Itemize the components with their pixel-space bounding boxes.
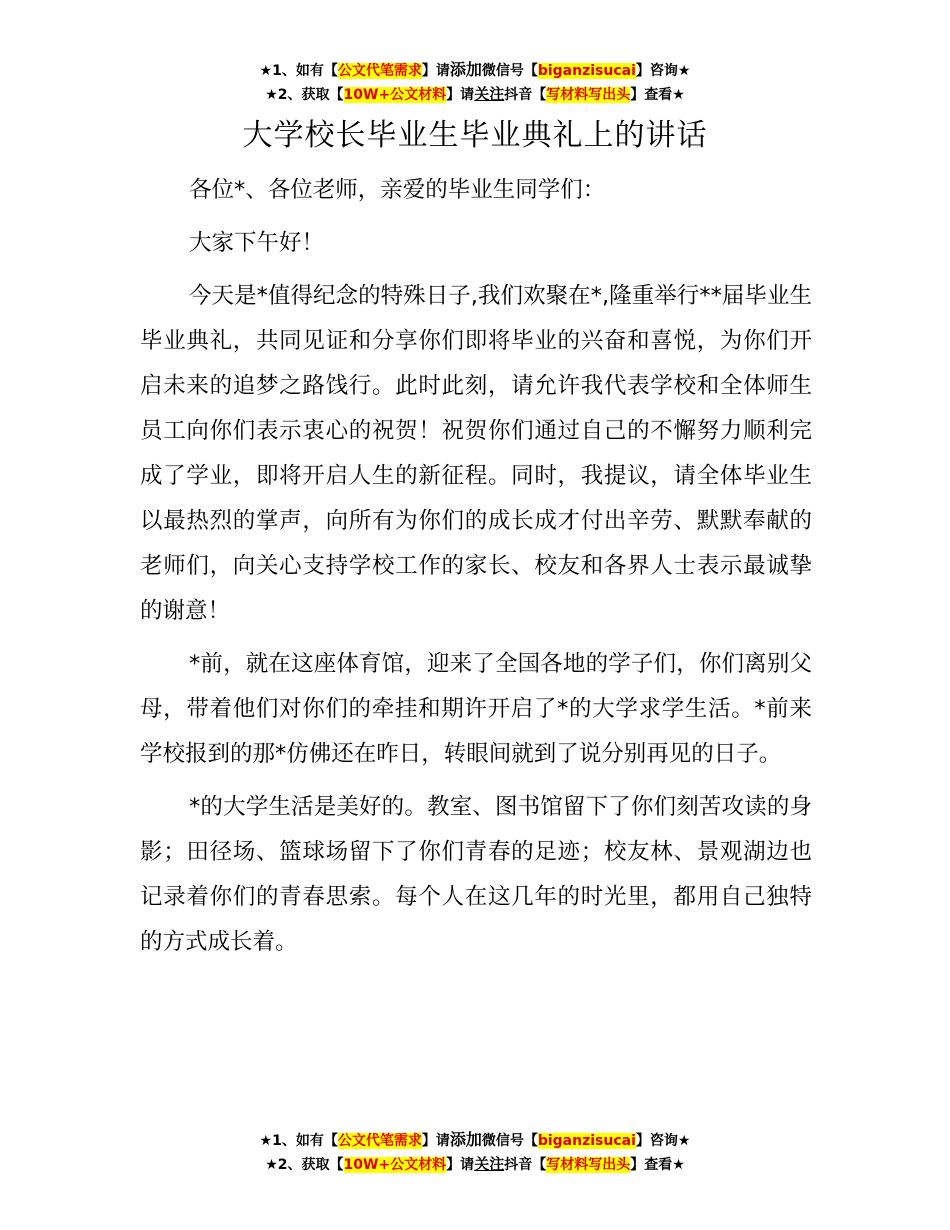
ad-line-1-emphasis: 添加 [449, 60, 482, 79]
ad-line-2-middle-2: 抖音【 [504, 1157, 547, 1173]
ad-line-2-emphasis: 关注 [474, 1155, 505, 1173]
paragraph-opening: 今天是*值得纪念的特殊日子,我们欢聚在*,隆重举行**届毕业生毕业典礼，共同见证和分享你们即将毕业的兴奋和喜悦，为你们开启未来的追梦之路饯行。此时此刻，请允许我代表学校和全体师生员工向你们表示衷心的祝贺！祝贺你们通过自己的不懈努力顺利完成了学业，即将开启人生的新征程。同时，我提议，请全体毕业生以最热烈的掌声，向所有为你们的成长成才付出辛劳、默默奉献的老师们，向关心支持学校工作的家长、校友和各界人士表示最诚挚的谢意！ [140, 283, 812, 624]
paragraph-greeting: 大家下午好！ [189, 230, 325, 256]
document-title: 大学校长毕业生毕业典礼上的讲话 [242, 118, 708, 153]
ad-line-2-highlight-materials: 10W+公文材料 [343, 1157, 447, 1173]
footer-ad-banner [0, 1128, 950, 1177]
ad-line-2-middle-2: 抖音【 [504, 87, 547, 103]
paragraph-memories: *前，就在这座体育馆，迎来了全国各地的学子们，你们离别父母，带着他们对你们的牵挂和期许开启了*的大学求学生活。*前来学校报到的那*仿佛还在昨日，转眼间就到了说分别再见的日子。 [140, 651, 812, 767]
ad-line-1-suffix: 】咨询★ [635, 63, 691, 79]
ad-line-2-middle: 】请 [446, 1157, 475, 1173]
ad-line-2-emphasis: 关注 [474, 85, 505, 103]
ad-line-1-middle: 】请 [421, 63, 450, 79]
ad-line-1-middle-2: 微信号【 [481, 63, 538, 79]
ad-line-2-prefix: ★2、获取【 [265, 1157, 344, 1173]
ad-line-2 [0, 1153, 950, 1177]
ad-line-2-suffix: 】查看★ [630, 87, 685, 103]
ad-line-1-prefix: ★1、如有【 [259, 63, 338, 79]
ad-line-1-highlight-service: 公文代笔需求 [337, 1133, 422, 1149]
header-ad-banner [0, 58, 950, 107]
ad-line-1-highlight-wechat-id: biganzisucai [537, 1133, 636, 1149]
ad-line-2-prefix: ★2、获取【 [265, 87, 344, 103]
ad-line-1 [0, 1128, 950, 1153]
ad-line-1-prefix: ★1、如有【 [259, 1133, 338, 1149]
ad-line-2-highlight-douyin: 写材料写出头 [546, 87, 631, 103]
ad-line-1 [0, 58, 950, 83]
ad-line-1-middle: 】请 [421, 1133, 450, 1149]
ad-line-1-suffix: 】咨询★ [635, 1133, 691, 1149]
ad-line-1-highlight-wechat-id: biganzisucai [537, 63, 636, 79]
ad-line-2 [0, 83, 950, 107]
ad-line-2-suffix: 】查看★ [630, 1157, 685, 1173]
document-body [140, 168, 812, 973]
paragraph-salutation: 各位*、各位老师，亲爱的毕业生同学们： [189, 177, 606, 203]
ad-line-2-middle: 】请 [446, 87, 475, 103]
ad-line-2-highlight-douyin: 写材料写出头 [546, 1157, 631, 1173]
ad-line-1-highlight-service: 公文代笔需求 [337, 63, 422, 79]
ad-line-1-emphasis: 添加 [449, 1130, 482, 1149]
ad-line-2-highlight-materials: 10W+公文材料 [343, 87, 447, 103]
paragraph-campus-life: *的大学生活是美好的。教室、图书馆留下了你们刻苦攻读的身影；田径场、篮球场留下了你们青春的足迹；校友林、景观湖边也记录着你们的青春思索。每个人在这几年的时光里，都用自己独特的方式成长着。 [140, 794, 812, 955]
ad-line-1-middle-2: 微信号【 [481, 1133, 538, 1149]
